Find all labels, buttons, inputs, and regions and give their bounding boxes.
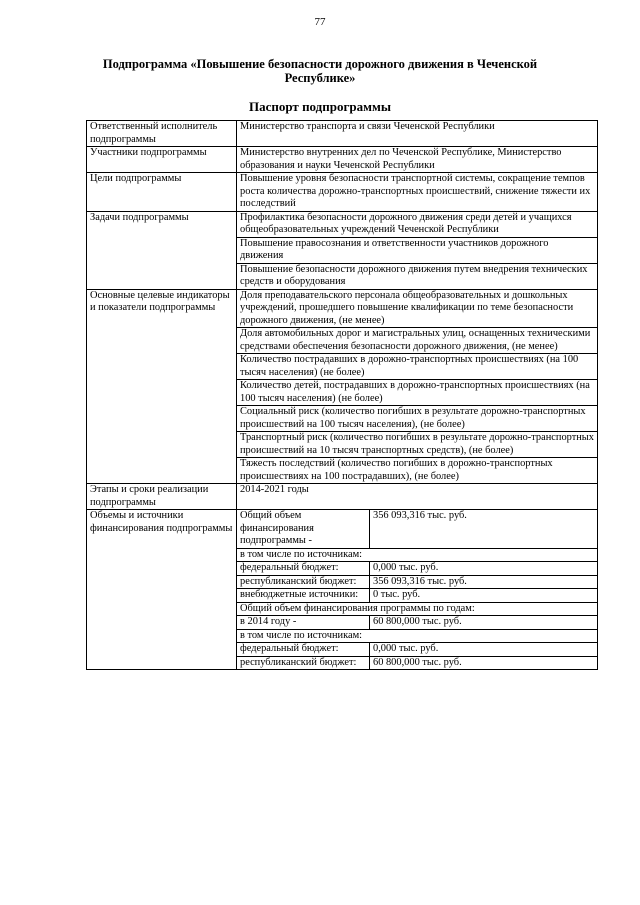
passport-table bbox=[86, 120, 598, 670]
indicator-item: Доля преподавательского персонала общеобразовательных и дошкольных учреждений, прошедшего повышение квалификации по теме безопасности дорожного движения, (не менее) bbox=[237, 289, 598, 328]
financing-value: 356 093,316 тыс. руб. bbox=[370, 575, 598, 589]
table-row bbox=[87, 147, 598, 173]
financing-label: федеральный бюджет: bbox=[237, 643, 370, 657]
row-value: Повышение уровня безопасности транспортной системы, сокращение темпов роста количества дорожно-транспортных происшествий, снижение тяжести их последствий bbox=[237, 173, 598, 212]
row-value: Министерство транспорта и связи Чеченской Республики bbox=[237, 121, 598, 147]
table-row bbox=[87, 173, 598, 212]
financing-value: 0 тыс. руб. bbox=[370, 589, 598, 603]
row-value: Министерство внутренних дел по Чеченской Республике, Министерство образования и науки Чеченской Республики bbox=[237, 147, 598, 173]
table-row bbox=[87, 121, 598, 147]
row-label: Задачи подпрограммы bbox=[87, 211, 237, 289]
financing-subheader: Общий объем финансирования программы по годам: bbox=[237, 602, 597, 616]
table-row bbox=[87, 510, 598, 670]
row-label: Объемы и источники финансирования подпрограммы bbox=[87, 510, 237, 670]
document-title: Подпрограмма «Повышение безопасности дорожного движения в Чеченской Республике» bbox=[102, 57, 538, 85]
table-row bbox=[237, 616, 597, 630]
row-label: Основные целевые индикаторы и показатели подпрограммы bbox=[87, 289, 237, 484]
table-row bbox=[87, 484, 598, 510]
financing-subheader: в том числе по источникам: bbox=[237, 548, 597, 562]
table-row bbox=[87, 211, 598, 237]
financing-value: 60 800,000 тыс. руб. bbox=[370, 656, 598, 669]
financing-label: федеральный бюджет: bbox=[237, 562, 370, 576]
table-row bbox=[237, 643, 597, 657]
financing-value: 356 093,316 тыс. руб. bbox=[373, 510, 467, 521]
table-row bbox=[237, 589, 597, 603]
row-label: Ответственный исполнитель подпрограммы bbox=[87, 121, 237, 147]
row-label: Этапы и сроки реализации подпрограммы bbox=[87, 484, 237, 510]
financing-value: 0,000 тыс. руб. bbox=[370, 643, 598, 657]
row-label: Цели подпрограммы bbox=[87, 173, 237, 212]
indicator-item: Доля автомобильных дорог и магистральных улиц, оснащенных техническими средствами обеспечения безопасности дорожного движения, (не менее) bbox=[237, 328, 598, 354]
page-number: 77 bbox=[314, 16, 326, 28]
task-item: Повышение безопасности дорожного движения путем внедрения технических средств и оборудования bbox=[237, 263, 598, 289]
financing-label: республиканский бюджет: bbox=[237, 575, 370, 589]
task-item: Профилактика безопасности дорожного движения среди детей и учащихся общеобразовательных учреждений Чеченской Республики bbox=[237, 211, 598, 237]
financing-label: республиканский бюджет: bbox=[237, 656, 370, 669]
indicator-item: Социальный риск (количество погибших в результате дорожно-транспортных происшествий на 100 тысяч населения), (не более) bbox=[237, 406, 598, 432]
table-row bbox=[237, 575, 597, 589]
table-row bbox=[87, 289, 598, 328]
table-row bbox=[237, 656, 597, 669]
financing-table bbox=[237, 510, 597, 669]
financing-value: 0,000 тыс. руб. bbox=[370, 562, 598, 576]
financing-subheader: в том числе по источникам: bbox=[237, 629, 597, 643]
table-row bbox=[237, 629, 597, 643]
indicator-item: Количество детей, пострадавших в дорожно-транспортных происшествиях (на 100 тысяч населения) (не более) bbox=[237, 380, 598, 406]
task-item: Повышение правосознания и ответственности участников дорожного движения bbox=[237, 237, 598, 263]
passport-heading: Паспорт подпрограммы bbox=[249, 99, 391, 114]
table-row bbox=[237, 510, 597, 548]
financing-label: в 2014 году - bbox=[237, 616, 370, 630]
financing-value: 60 800,000 тыс. руб. bbox=[370, 616, 598, 630]
indicator-item: Транспортный риск (количество погибших в результате дорожно-транспортных происшествий на 10 тысяч транспортных средств), (не более) bbox=[237, 432, 598, 458]
table-row bbox=[237, 548, 597, 562]
financing-label: Общий объем финансирования подпрограммы - bbox=[237, 510, 370, 548]
financing-label: внебюджетные источники: bbox=[237, 589, 370, 603]
table-row bbox=[237, 602, 597, 616]
row-label: Участники подпрограммы bbox=[87, 147, 237, 173]
financing-cell bbox=[237, 510, 598, 670]
indicator-item: Количество пострадавших в дорожно-транспортных происшествиях (на 100 тысяч населения) (не более) bbox=[237, 354, 598, 380]
row-value: 2014-2021 годы bbox=[237, 484, 598, 510]
indicator-item: Тяжесть последствий (количество погибших в дорожно-транспортных происшествиях на 100 пострадавших), (не более) bbox=[237, 458, 598, 484]
table-row bbox=[237, 562, 597, 576]
